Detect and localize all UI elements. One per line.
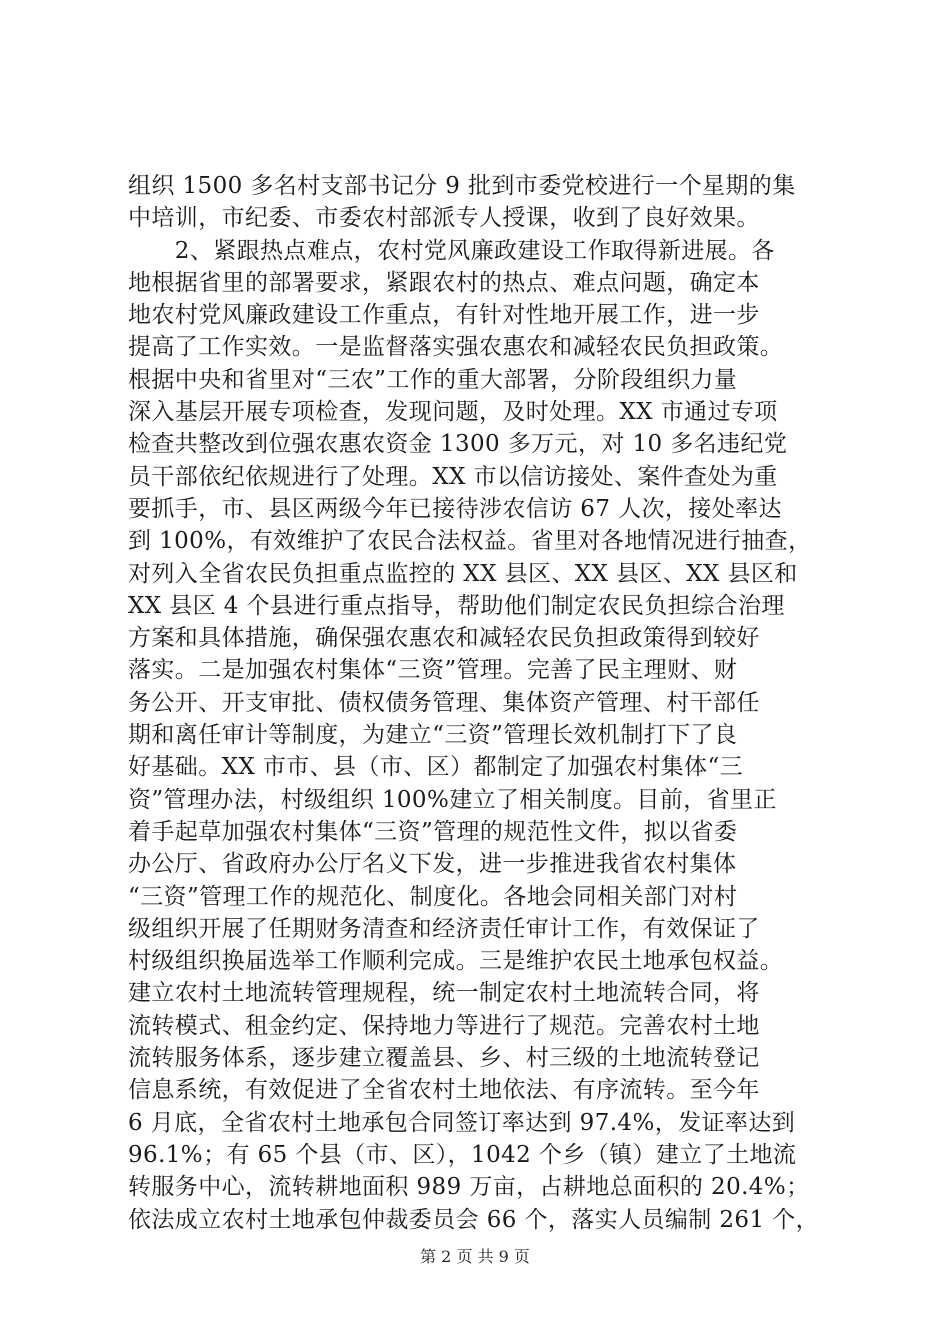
text-line: 要抓手，市、县区两级今年已接待涉农信访 67 人次，接处率达 [128, 495, 782, 522]
text-line: XX 县区 4 个县进行重点指导，帮助他们制定农民负担综合治理 [128, 592, 785, 619]
text-line: 转服务中心，流转耕地面积 989 万亩，占耕地总面积的 20.4%； [128, 1174, 810, 1201]
text-line: 地根据省里的部署要求，紧跟农村的热点、难点问题，确定本 [128, 269, 760, 296]
text-line: 96.1%；有 65 个县（市、区），1042 个乡（镇）建立了土地流 [128, 1141, 797, 1168]
text-line: 好基础。XX 市市、县（市、区）都制定了加强农村集体“三 [128, 754, 744, 781]
text-line: 深入基层开展专项检查，发现问题，及时处理。XX 市通过专项 [128, 399, 778, 426]
text-line: 6 月底，全省农村土地承包合同签订率达到 97.4%，发证率达到 [128, 1109, 796, 1136]
text-line: 根据中央和省里对“三农”工作的重大部署，分阶段组织力量 [128, 366, 738, 393]
text-line: 员干部依纪依规进行了处理。XX 市以信访接处、案件查处为重 [128, 463, 778, 490]
text-line: 村级组织换届选举工作顺利完成。三是维护农民土地承包权益。 [128, 948, 784, 975]
text-line: 对列入全省农民负担重点监控的 XX 县区、XX 县区、XX 县区和 [128, 560, 798, 587]
text-line: 2、紧跟热点难点，农村党风廉政建设工作取得新进展。各 [128, 237, 775, 264]
text-line: 级组织开展了任期财务清查和经济责任审计工作，有效保证了 [128, 915, 760, 942]
text-line: 期和离任审计等制度，为建立“三资”管理长效机制打下了良 [128, 722, 738, 749]
text-line: “三资”管理工作的规范化、制度化。各地会同相关部门对村 [128, 883, 738, 910]
text-line: 信息系统，有效促进了全省农村土地依法、有序流转。至今年 [128, 1077, 760, 1104]
text-line: 流转模式、租金约定、保持地力等进行了规范。完善农村土地 [128, 1012, 760, 1039]
text-line: 检查共整改到位强农惠农资金 1300 多万元，对 10 多名违纪党 [128, 431, 788, 458]
text-line: 依法成立农村土地承包仲裁委员会 66 个，落实人员编制 261 个， [128, 1206, 820, 1233]
page-footer: 第 2 页 共 9 页 [420, 1247, 530, 1266]
text-line: 地农村党风廉政建设工作重点，有针对性地开展工作，进一步 [128, 302, 760, 329]
body-text [128, 170, 840, 1236]
text-line: 流转服务体系，逐步建立覆盖县、乡、村三级的土地流转登记 [128, 1045, 760, 1072]
text-line: 方案和具体措施，确保强农惠农和减轻农民负担政策得到较好 [128, 625, 760, 652]
text-line: 着手起草加强农村集体“三资”管理的规范性文件，拟以省委 [128, 818, 738, 845]
text-line: 务公开、开支审批、债权债务管理、集体资产管理、村干部任 [128, 689, 760, 716]
text-line: 资”管理办法，村级组织 100%建立了相关制度。目前，省里正 [128, 786, 777, 813]
text-line: 办公厅、省政府办公厅名义下发，进一步推进我省农村集体 [128, 851, 737, 878]
text-line: 到 100%，有效维护了农民合法权益。省里对各地情况进行抽查， [128, 528, 812, 555]
text-line: 提高了工作实效。一是监督落实强农惠农和减轻农民负担政策。 [128, 334, 784, 361]
text-line: 建立农村土地流转管理规程，统一制定农村土地流转合同，将 [128, 980, 760, 1007]
text-line: 组织 1500 多名村支部书记分 9 批到市委党校进行一个星期的集 [128, 173, 796, 199]
text-line: 中培训，市纪委、市委农村部派专人授课，收到了良好效果。 [128, 205, 760, 232]
text-line: 落实。二是加强农村集体“三资”管理。完善了民主理财、财 [128, 657, 738, 684]
